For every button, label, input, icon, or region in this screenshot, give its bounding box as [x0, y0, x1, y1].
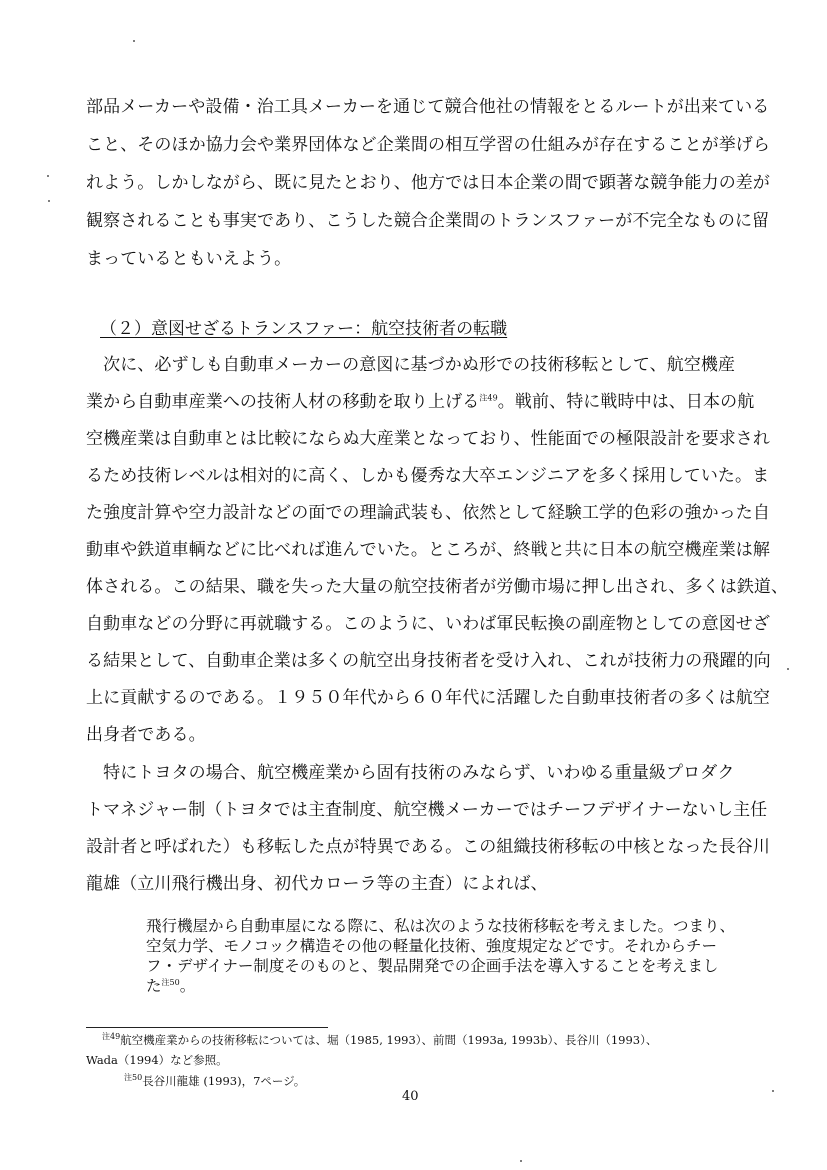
footnote-mark: 注50 [124, 1073, 143, 1083]
text-line: 空機産業は自動車とは比較にならぬ大産業となっており、性能面での極限設計を要求され [86, 429, 770, 449]
text-line: 動車や鉄道車輌などに比べれば進んでいた。ところが、終戦と共に日本の航空機産業は解 [86, 540, 770, 560]
footnote-text: 航空機産業からの技術移転については、堀（1985, 1993）、前間（1993a, 1993b）、長谷川（1993）、 [120, 1033, 658, 1047]
text-segment: 業から自動車産業への技術人材の移動を取り上げる [86, 392, 480, 412]
text-line: 設計者と呼ばれた）も移転した点が特異である。この組織技術移転の中核となった長谷川 [86, 837, 770, 857]
text-line: 自動車などの分野に再就職する。このように、いわば軍民転換の副産物としての意図せざ [86, 614, 770, 634]
text-line: 次に、必ずしも自動車メーカーの意図に基づかぬ形での技術移転として、航空機産 [86, 355, 736, 375]
page-number: 40 [402, 1089, 419, 1104]
text-line [86, 391, 754, 413]
scan-speck [47, 175, 49, 177]
text-line: こと、そのほか協力会や業界団体など企業間の相互学習の仕組みが存在することが挙げら [86, 135, 770, 155]
text-line: トマネジャー制（トヨタでは主査制度、航空機メーカーではチーフデザイナーないし主任 [86, 800, 768, 820]
footnote-reference: 注50 [161, 977, 180, 987]
quote-line: 飛行機屋から自動車屋になる際に、私は次のような技術移転を考えました。つまり、 [146, 917, 736, 935]
scan-speck [772, 1090, 774, 1092]
text-line: 上に貢献するのである。１９５０年代から６０年代に活躍した自動車技術者の多くは航空 [86, 688, 770, 708]
footnote-text: 長谷川龍雄 (1993)，7ページ。 [142, 1074, 306, 1088]
text-line: 出身者である。 [86, 725, 206, 745]
footnote-reference: 注49 [479, 393, 498, 403]
text-line: まっているともいえよう。 [86, 249, 292, 269]
scan-speck [520, 1160, 522, 1162]
text-line: 観察されることも事実であり、こうした競合企業間のトランスファーが不完全なものに留 [86, 211, 770, 231]
section-heading: （２）意図せざるトランスファー：航空技術者の転職 [100, 319, 508, 339]
quote-line: 空気力学、モノコック構造その他の軽量化技術、強度規定などです。それからチー [146, 937, 718, 955]
text-line: 龍雄（立川飛行機出身、初代カローラ等の主査）によれば、 [86, 874, 548, 894]
quote-line: フ・デザイナー制度そのものと、製品開発での企画手法を導入することを考えまし [146, 957, 719, 975]
text-segment: 。戦前、特に戦時中は、日本の航 [497, 392, 755, 412]
text-line: 特にトヨタの場合、航空機産業から固有技術のみならず、いわゆる重量級プロダク [86, 763, 735, 783]
quote-line [146, 976, 195, 996]
scan-speck [787, 668, 789, 670]
scan-speck [48, 200, 50, 202]
footnote-mark: 注49 [102, 1032, 121, 1042]
footnote-line [124, 1073, 305, 1089]
scan-speck [133, 40, 135, 42]
text-line: れよう。しかしながら、既に見たとおり、他方では日本企業の間で顕著な競争能力の差が [86, 173, 770, 193]
text-segment: た [146, 977, 162, 995]
text-line: 体される。この結果、職を失った大量の航空技術者が労働市場に押し出され、多くは鉄道、 [86, 577, 789, 597]
text-line: た強度計算や空力設計などの面での理論武装も、依然として経験工学的色彩の強かった自 [86, 503, 770, 523]
text-line: る結果として、自動車企業は多くの航空出身技術者を受け入れ、これが技術力の飛躍的向 [86, 651, 771, 671]
text-line: るため技術レベルは相対的に高く、しかも優秀な大卒エンジニアを多く採用していた。ま [86, 466, 770, 486]
footnote-divider [86, 1027, 328, 1028]
footnote-line: Wada（1994）など参照。 [86, 1053, 228, 1067]
text-segment: 。 [179, 977, 196, 995]
text-line: 部品メーカーや設備・治工具メーカーを通じて競合他社の情報をとるルートが出来ている [86, 97, 770, 117]
footnote-line [102, 1032, 657, 1048]
